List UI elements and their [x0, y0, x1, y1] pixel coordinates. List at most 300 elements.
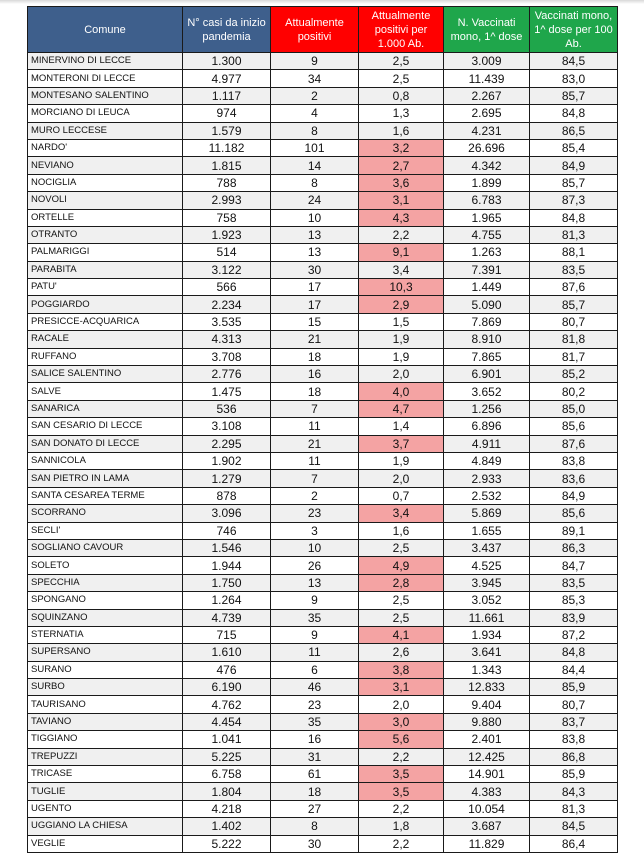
cell-per100: 84,3: [530, 783, 618, 800]
cell-comune: SALVE: [28, 383, 183, 400]
cell-positivi: 16: [271, 366, 359, 383]
cell-positivi: 10: [271, 539, 359, 556]
table-row: [28, 696, 618, 713]
cell-positivi: 30: [271, 835, 359, 852]
cell-positivi: 35: [271, 609, 359, 626]
cell-comune: NOVOLI: [28, 192, 183, 209]
cell-vaccinati: 1.449: [444, 279, 530, 296]
cell-vaccinati: 26.696: [444, 139, 530, 156]
cell-vaccinati: 4.525: [444, 557, 530, 574]
cell-per100: 80,7: [530, 696, 618, 713]
cell-casi: 1.804: [183, 783, 271, 800]
cell-casi: 2.776: [183, 366, 271, 383]
table-row: [28, 348, 618, 365]
cell-casi: 4.762: [183, 696, 271, 713]
table-row: [28, 226, 618, 243]
table-row: [28, 574, 618, 591]
cell-vaccinati: 10.054: [444, 800, 530, 817]
cell-casi: 3.122: [183, 261, 271, 278]
cell-per1000: 9,1: [359, 244, 444, 261]
cell-casi: 4.739: [183, 609, 271, 626]
cell-comune: TAVIANO: [28, 713, 183, 730]
cell-per100: 81,8: [530, 331, 618, 348]
covid-comuni-table: [27, 6, 618, 853]
cell-per1000: 0,8: [359, 87, 444, 104]
cell-casi: 4.313: [183, 331, 271, 348]
cell-vaccinati: 6.896: [444, 418, 530, 435]
cell-vaccinati: 5.869: [444, 505, 530, 522]
cell-per1000: 3,4: [359, 505, 444, 522]
table-row: [28, 400, 618, 417]
table-row: [28, 470, 618, 487]
cell-per1000: 2,9: [359, 296, 444, 313]
cell-comune: TREPUZZI: [28, 748, 183, 765]
cell-per1000: 3,2: [359, 139, 444, 156]
cell-comune: RACALE: [28, 331, 183, 348]
cell-comune: TRICASE: [28, 766, 183, 783]
cell-positivi: 8: [271, 122, 359, 139]
cell-casi: 2.295: [183, 435, 271, 452]
cell-per1000: 3,0: [359, 713, 444, 730]
cell-casi: 4.454: [183, 713, 271, 730]
cell-casi: 715: [183, 626, 271, 643]
cell-casi: 1.402: [183, 818, 271, 835]
cell-positivi: 11: [271, 418, 359, 435]
cell-positivi: 7: [271, 400, 359, 417]
cell-per100: 81,7: [530, 348, 618, 365]
cell-vaccinati: 1.655: [444, 522, 530, 539]
cell-per100: 83,9: [530, 609, 618, 626]
cell-positivi: 8: [271, 174, 359, 191]
cell-comune: SPECCHIA: [28, 574, 183, 591]
cell-comune: PARABITA: [28, 261, 183, 278]
cell-positivi: 10: [271, 209, 359, 226]
cell-per1000: 4,9: [359, 557, 444, 574]
cell-per1000: 0,7: [359, 487, 444, 504]
header-positivi: Attualmente positivi: [271, 7, 359, 53]
cell-casi: 1.815: [183, 157, 271, 174]
cell-per100: 89,1: [530, 522, 618, 539]
cell-casi: 4.977: [183, 70, 271, 87]
cell-per100: 87,3: [530, 192, 618, 209]
table-row: [28, 139, 618, 156]
table-row: [28, 452, 618, 469]
cell-comune: PATU': [28, 279, 183, 296]
cell-per1000: 2,2: [359, 800, 444, 817]
cell-casi: 1.610: [183, 644, 271, 661]
cell-casi: 5.222: [183, 835, 271, 852]
cell-per1000: 4,1: [359, 626, 444, 643]
cell-comune: NOCIGLIA: [28, 174, 183, 191]
cell-per100: 83,0: [530, 70, 618, 87]
cell-casi: 1.902: [183, 452, 271, 469]
cell-per1000: 2,8: [359, 574, 444, 591]
cell-casi: 1.750: [183, 574, 271, 591]
table-row: [28, 87, 618, 104]
cell-comune: UGENTO: [28, 800, 183, 817]
cell-positivi: 23: [271, 505, 359, 522]
cell-per1000: 2,5: [359, 539, 444, 556]
table-row: [28, 626, 618, 643]
cell-comune: SOLETO: [28, 557, 183, 574]
cell-positivi: 23: [271, 696, 359, 713]
cell-per100: 84,8: [530, 644, 618, 661]
cell-comune: SAN DONATO DI LECCE: [28, 435, 183, 452]
cell-casi: 1.264: [183, 592, 271, 609]
cell-vaccinati: 4.231: [444, 122, 530, 139]
table-row: [28, 383, 618, 400]
table-row: [28, 261, 618, 278]
cell-per1000: 2,2: [359, 226, 444, 243]
cell-positivi: 13: [271, 226, 359, 243]
table-row: [28, 731, 618, 748]
cell-per1000: 2,5: [359, 609, 444, 626]
header-positivi-per-1000: Attualmente positivi per 1.000 Ab.: [359, 7, 444, 53]
cell-per100: 85,9: [530, 679, 618, 696]
cell-per100: 84,5: [530, 53, 618, 70]
cell-per100: 81,3: [530, 800, 618, 817]
cell-casi: 6.190: [183, 679, 271, 696]
cell-per100: 84,7: [530, 557, 618, 574]
table-row: [28, 157, 618, 174]
cell-comune: UGGIANO LA CHIESA: [28, 818, 183, 835]
cell-per1000: 3,1: [359, 192, 444, 209]
cell-per100: 81,3: [530, 226, 618, 243]
cell-per1000: 1,4: [359, 418, 444, 435]
cell-per100: 85,6: [530, 418, 618, 435]
cell-per100: 85,6: [530, 505, 618, 522]
cell-comune: MURO LECCESE: [28, 122, 183, 139]
cell-per1000: 4,3: [359, 209, 444, 226]
cell-comune: NARDO': [28, 139, 183, 156]
table-row: [28, 105, 618, 122]
table-row: [28, 53, 618, 70]
cell-vaccinati: 7.869: [444, 313, 530, 330]
header-comune: Comune: [28, 7, 183, 53]
cell-vaccinati: 9.880: [444, 713, 530, 730]
cell-positivi: 46: [271, 679, 359, 696]
cell-vaccinati: 12.425: [444, 748, 530, 765]
cell-per1000: 1,3: [359, 105, 444, 122]
cell-positivi: 13: [271, 244, 359, 261]
cell-positivi: 18: [271, 783, 359, 800]
cell-vaccinati: 1.263: [444, 244, 530, 261]
table-row: [28, 818, 618, 835]
table-row: [28, 435, 618, 452]
cell-vaccinati: 14.901: [444, 766, 530, 783]
cell-casi: 758: [183, 209, 271, 226]
table-row: [28, 748, 618, 765]
cell-per1000: 3,5: [359, 783, 444, 800]
cell-per1000: 5,6: [359, 731, 444, 748]
table-row: [28, 713, 618, 730]
cell-vaccinati: 4.849: [444, 452, 530, 469]
table-row: [28, 122, 618, 139]
cell-casi: 1.944: [183, 557, 271, 574]
cell-comune: TIGGIANO: [28, 731, 183, 748]
cell-comune: SECLI': [28, 522, 183, 539]
cell-per100: 85,2: [530, 366, 618, 383]
table-row: [28, 279, 618, 296]
header-vaccinati: N. Vaccinati mono, 1^ dose: [444, 7, 530, 53]
cell-comune: SAN PIETRO IN LAMA: [28, 470, 183, 487]
cell-comune: MONTERONI DI LECCE: [28, 70, 183, 87]
cell-comune: STERNATIA: [28, 626, 183, 643]
cell-per1000: 3,7: [359, 435, 444, 452]
cell-per1000: 3,8: [359, 661, 444, 678]
cell-comune: MINERVINO DI LECCE: [28, 53, 183, 70]
cell-per1000: 3,4: [359, 261, 444, 278]
cell-positivi: 27: [271, 800, 359, 817]
cell-comune: TAURISANO: [28, 696, 183, 713]
cell-comune: SUPERSANO: [28, 644, 183, 661]
cell-vaccinati: 2.267: [444, 87, 530, 104]
table-row: [28, 800, 618, 817]
cell-comune: MONTESANO SALENTINO: [28, 87, 183, 104]
cell-per1000: 2,5: [359, 592, 444, 609]
cell-comune: OTRANTO: [28, 226, 183, 243]
cell-vaccinati: 2.401: [444, 731, 530, 748]
cell-per1000: 1,6: [359, 122, 444, 139]
cell-per100: 83,8: [530, 731, 618, 748]
cell-vaccinati: 1.256: [444, 400, 530, 417]
cell-vaccinati: 1.899: [444, 174, 530, 191]
table-row: [28, 661, 618, 678]
cell-per1000: 2,0: [359, 366, 444, 383]
cell-positivi: 11: [271, 644, 359, 661]
cell-per100: 83,5: [530, 261, 618, 278]
cell-casi: 788: [183, 174, 271, 191]
table-row: [28, 644, 618, 661]
cell-casi: 3.096: [183, 505, 271, 522]
table-row: [28, 244, 618, 261]
cell-comune: SANTA CESAREA TERME: [28, 487, 183, 504]
cell-positivi: 17: [271, 296, 359, 313]
cell-positivi: 7: [271, 470, 359, 487]
cell-comune: RUFFANO: [28, 348, 183, 365]
table-row: [28, 592, 618, 609]
cell-per100: 83,8: [530, 452, 618, 469]
cell-per100: 86,3: [530, 539, 618, 556]
cell-vaccinati: 2.695: [444, 105, 530, 122]
table-row: [28, 418, 618, 435]
cell-per1000: 2,0: [359, 696, 444, 713]
header-row: [28, 7, 618, 53]
cell-per100: 84,9: [530, 157, 618, 174]
cell-vaccinati: 7.865: [444, 348, 530, 365]
cell-casi: 536: [183, 400, 271, 417]
cell-vaccinati: 4.755: [444, 226, 530, 243]
cell-comune: SANNICOLA: [28, 452, 183, 469]
cell-positivi: 24: [271, 192, 359, 209]
table-row: [28, 70, 618, 87]
cell-positivi: 26: [271, 557, 359, 574]
cell-casi: 1.279: [183, 470, 271, 487]
cell-vaccinati: 4.383: [444, 783, 530, 800]
cell-per100: 85,4: [530, 139, 618, 156]
cell-per100: 85,9: [530, 766, 618, 783]
cell-casi: 1.041: [183, 731, 271, 748]
table-row: [28, 783, 618, 800]
cell-per100: 85,7: [530, 174, 618, 191]
cell-per1000: 3,6: [359, 174, 444, 191]
table-row: [28, 313, 618, 330]
cell-per100: 86,8: [530, 748, 618, 765]
table-row: [28, 331, 618, 348]
cell-per100: 80,7: [530, 313, 618, 330]
cell-comune: TUGLIE: [28, 783, 183, 800]
cell-per1000: 1,5: [359, 313, 444, 330]
cell-vaccinati: 6.901: [444, 366, 530, 383]
cell-comune: SURBO: [28, 679, 183, 696]
cell-casi: 1.117: [183, 87, 271, 104]
cell-per100: 83,6: [530, 470, 618, 487]
cell-per100: 83,5: [530, 574, 618, 591]
cell-casi: 1.300: [183, 53, 271, 70]
cell-comune: ORTELLE: [28, 209, 183, 226]
cell-per100: 84,9: [530, 487, 618, 504]
cell-per100: 86,4: [530, 835, 618, 852]
cell-per1000: 2,0: [359, 470, 444, 487]
cell-vaccinati: 11.661: [444, 609, 530, 626]
table-row: [28, 679, 618, 696]
table-row: [28, 192, 618, 209]
cell-per100: 87,6: [530, 435, 618, 452]
cell-positivi: 18: [271, 348, 359, 365]
cell-vaccinati: 9.404: [444, 696, 530, 713]
cell-per100: 85,7: [530, 87, 618, 104]
cell-positivi: 2: [271, 87, 359, 104]
cell-per100: 84,8: [530, 105, 618, 122]
cell-positivi: 11: [271, 452, 359, 469]
cell-per1000: 1,9: [359, 348, 444, 365]
cell-positivi: 18: [271, 383, 359, 400]
cell-vaccinati: 7.391: [444, 261, 530, 278]
cell-comune: SCORRANO: [28, 505, 183, 522]
cell-comune: MORCIANO DI LEUCA: [28, 105, 183, 122]
cell-per100: 86,5: [530, 122, 618, 139]
cell-per1000: 2,2: [359, 835, 444, 852]
cell-casi: 878: [183, 487, 271, 504]
cell-positivi: 15: [271, 313, 359, 330]
cell-comune: POGGIARDO: [28, 296, 183, 313]
cell-per1000: 2,7: [359, 157, 444, 174]
cell-per1000: 10,3: [359, 279, 444, 296]
table-row: [28, 557, 618, 574]
table-row: [28, 296, 618, 313]
cell-vaccinati: 12.833: [444, 679, 530, 696]
cell-positivi: 14: [271, 157, 359, 174]
table-row: [28, 487, 618, 504]
cell-casi: 566: [183, 279, 271, 296]
cell-per100: 87,6: [530, 279, 618, 296]
cell-casi: 11.182: [183, 139, 271, 156]
cell-casi: 974: [183, 105, 271, 122]
cell-comune: SPONGANO: [28, 592, 183, 609]
cell-per100: 85,0: [530, 400, 618, 417]
table-row: [28, 174, 618, 191]
cell-vaccinati: 3.437: [444, 539, 530, 556]
cell-positivi: 21: [271, 331, 359, 348]
table-row: [28, 539, 618, 556]
cell-positivi: 61: [271, 766, 359, 783]
cell-comune: SURANO: [28, 661, 183, 678]
cell-comune: SALICE SALENTINO: [28, 366, 183, 383]
cell-vaccinati: 3.945: [444, 574, 530, 591]
cell-positivi: 16: [271, 731, 359, 748]
cell-casi: 6.758: [183, 766, 271, 783]
cell-casi: 4.218: [183, 800, 271, 817]
cell-vaccinati: 3.009: [444, 53, 530, 70]
cell-positivi: 31: [271, 748, 359, 765]
cell-comune: SAN CESARIO DI LECCE: [28, 418, 183, 435]
cell-casi: 1.923: [183, 226, 271, 243]
cell-per1000: 4,0: [359, 383, 444, 400]
cell-vaccinati: 8.910: [444, 331, 530, 348]
cell-positivi: 2: [271, 487, 359, 504]
cell-casi: 3.708: [183, 348, 271, 365]
cell-per1000: 1,9: [359, 452, 444, 469]
cell-vaccinati: 3.687: [444, 818, 530, 835]
cell-casi: 746: [183, 522, 271, 539]
cell-positivi: 21: [271, 435, 359, 452]
cell-per100: 85,7: [530, 296, 618, 313]
cell-per100: 87,2: [530, 626, 618, 643]
cell-per100: 80,2: [530, 383, 618, 400]
cell-comune: NEVIANO: [28, 157, 183, 174]
cell-casi: 2.993: [183, 192, 271, 209]
cell-vaccinati: 1.934: [444, 626, 530, 643]
cell-casi: 1.475: [183, 383, 271, 400]
header-vaccinati-per-100: Vaccinati mono, 1^ dose per 100 Ab.: [530, 7, 618, 53]
cell-comune: PRESICCE-ACQUARICA: [28, 313, 183, 330]
cell-per1000: 2,5: [359, 53, 444, 70]
cell-vaccinati: 11.829: [444, 835, 530, 852]
cell-per1000: 3,1: [359, 679, 444, 696]
cell-per100: 88,1: [530, 244, 618, 261]
cell-positivi: 3: [271, 522, 359, 539]
cell-casi: 2.234: [183, 296, 271, 313]
cell-vaccinati: 2.532: [444, 487, 530, 504]
cell-positivi: 30: [271, 261, 359, 278]
table-row: [28, 766, 618, 783]
cell-positivi: 9: [271, 626, 359, 643]
cell-comune: VEGLIE: [28, 835, 183, 852]
cell-casi: 1.579: [183, 122, 271, 139]
table-body: [28, 53, 618, 853]
table-row: [28, 609, 618, 626]
cell-per1000: 1,6: [359, 522, 444, 539]
cell-positivi: 8: [271, 818, 359, 835]
top-shadow-bar: [0, 0, 644, 4]
cell-comune: SOGLIANO CAVOUR: [28, 539, 183, 556]
cell-vaccinati: 11.439: [444, 70, 530, 87]
cell-per100: 85,3: [530, 592, 618, 609]
table-row: [28, 209, 618, 226]
cell-vaccinati: 5.090: [444, 296, 530, 313]
cell-vaccinati: 4.911: [444, 435, 530, 452]
table-row: [28, 366, 618, 383]
cell-per1000: 2,6: [359, 644, 444, 661]
cell-vaccinati: 1.343: [444, 661, 530, 678]
cell-positivi: 9: [271, 592, 359, 609]
cell-vaccinati: 3.641: [444, 644, 530, 661]
cell-casi: 5.225: [183, 748, 271, 765]
cell-casi: 3.535: [183, 313, 271, 330]
cell-per100: 83,7: [530, 713, 618, 730]
cell-per100: 84,5: [530, 818, 618, 835]
cell-positivi: 6: [271, 661, 359, 678]
